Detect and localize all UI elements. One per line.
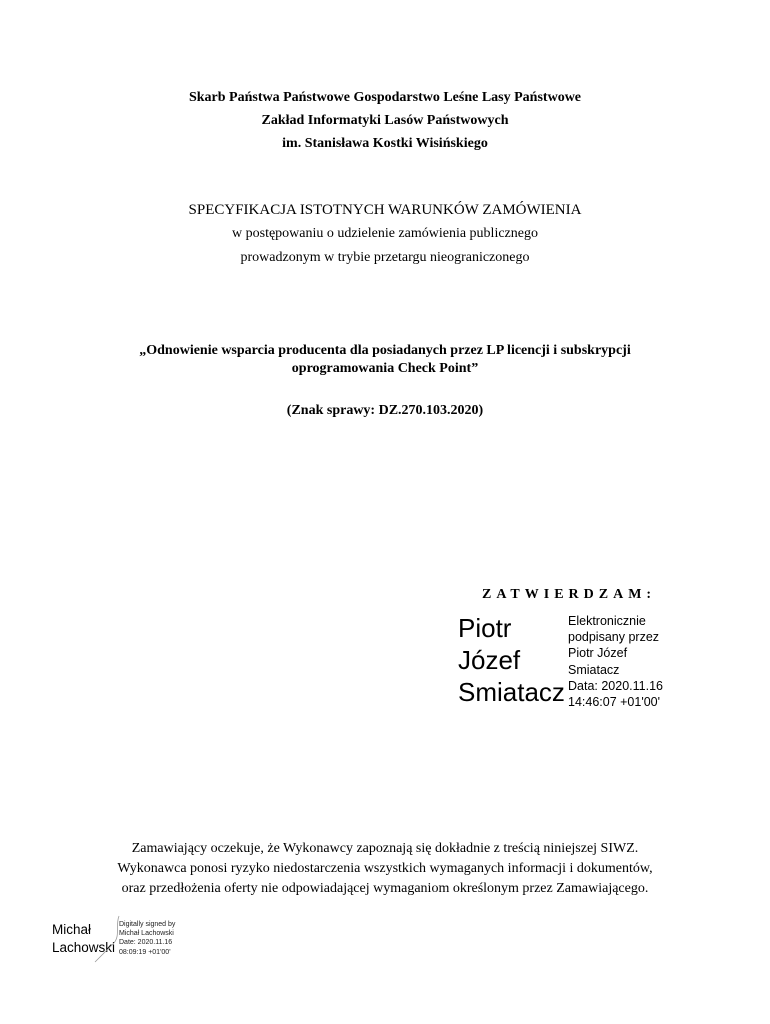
header-line-3: im. Stanisława Kostki Wisińskiego xyxy=(282,136,488,151)
second-signature-details xyxy=(119,920,175,957)
second-signature-detail-line: Michał Lachowski xyxy=(119,930,174,938)
second-signature-name-line: Michał xyxy=(52,922,92,937)
signature-detail-line: podpisany przez xyxy=(568,630,660,645)
second-signature-detail-line: 08:09:19 +01'00' xyxy=(119,948,171,956)
specification-line-2: w postępowaniu o udzielenie zamówienia publicznego xyxy=(232,226,538,241)
signature-detail-line: Data: 2020.11.16 xyxy=(568,678,663,693)
subject-line-1: „Odnowienie wsparcia producenta dla posiadanych przez LP licencji i subskrypcji xyxy=(139,343,631,358)
approval-label: ZATWIERDZAM: xyxy=(482,587,657,602)
second-signature-name-line: Lachowski xyxy=(52,940,116,955)
signature-detail-line: Piotr Józef xyxy=(568,646,628,661)
notice-line-3: oraz przedłożenia oferty nie odpowiadającej wymaganiom określonym przez Zamawiającego. xyxy=(121,881,649,896)
header-line-2: Zakład Informatyki Lasów Państwowych xyxy=(261,113,509,128)
signature-detail-line: 14:46:07 +01'00' xyxy=(568,695,661,710)
signature-detail-line: Elektronicznie xyxy=(568,614,646,628)
signature-name-line: Piotr xyxy=(458,613,512,643)
header-line-1: Skarb Państwa Państwowe Gospodarstwo Leśne Lasy Państwowe xyxy=(188,90,582,105)
case-reference: (Znak sprawy: DZ.270.103.2020) xyxy=(286,403,484,418)
notice-line-1: Zamawiający oczekuje, że Wykonawcy zapoznają się dokładnie z treścią niniejszej SIWZ. xyxy=(131,841,639,856)
specification-line-3: prowadzonym w trybie przetargu nieograniczonego xyxy=(240,250,530,265)
notice-line-2: Wykonawca ponosi ryzyko niedostarczenia wszystkich wymaganych informacji i dokumentów, xyxy=(117,861,653,876)
subject-line-2: oprogramowania Check Point” xyxy=(291,361,479,376)
signature-name xyxy=(458,612,565,708)
signature-name-line: Józef xyxy=(458,645,521,675)
signature-detail-line: Smiatacz xyxy=(568,662,620,677)
specification-title: SPECYFIKACJA ISTOTNYCH WARUNKÓW ZAMÓWIENIA xyxy=(188,202,582,218)
second-signature-detail-line: Digitally signed by xyxy=(119,921,176,928)
signature-details xyxy=(568,613,663,710)
signature-name-line: Smiatacz xyxy=(458,677,565,707)
second-signature-detail-line: Date: 2020.11.16 xyxy=(119,939,173,947)
